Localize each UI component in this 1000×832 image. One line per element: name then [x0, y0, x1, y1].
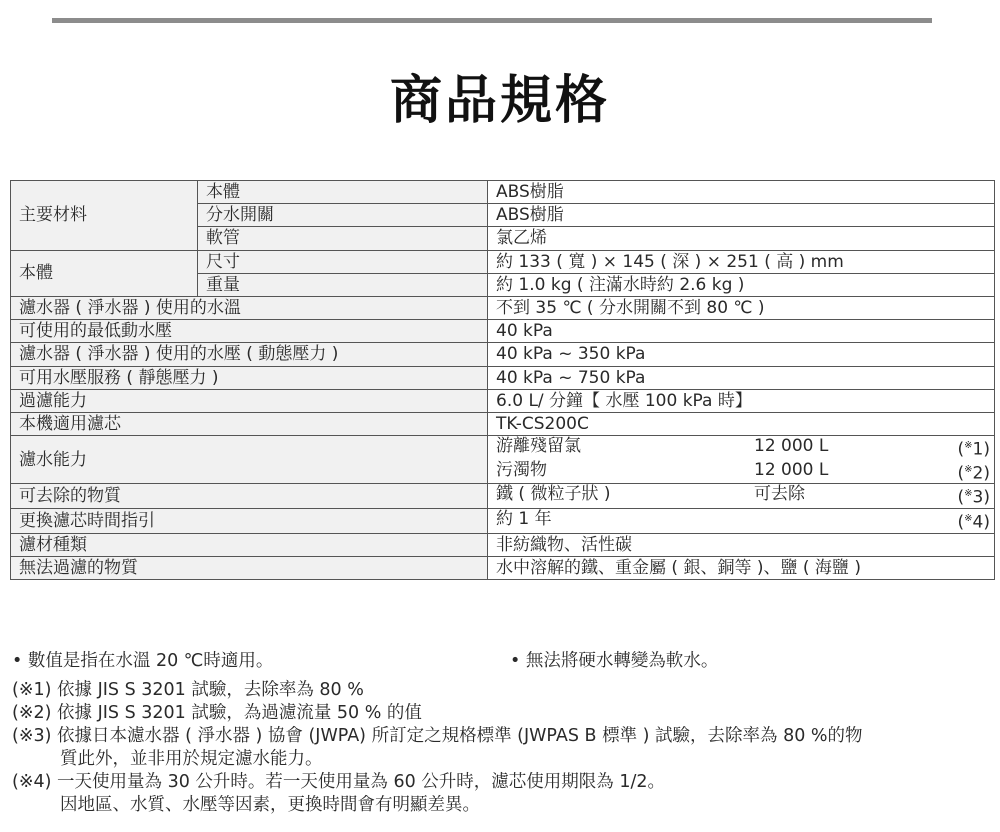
static-pressure-label: 可用水壓服務 ( 靜態壓力 ) [11, 366, 488, 389]
footnote-2: (※2) 依據 JIS S 3201 試驗，為過濾流量 50 % 的值 [12, 703, 422, 723]
turbidity-note: (※2) [957, 463, 990, 484]
table-row [11, 484, 995, 509]
table-row [11, 436, 995, 460]
table-row [11, 366, 995, 389]
body-part-label: 本體 [198, 181, 488, 204]
unfilterable-value: 水中溶解的鐵、重金屬 ( 銀、銅等 )、鹽 ( 海鹽 ) [488, 556, 995, 579]
body-group-label: 本體 [11, 250, 198, 296]
chlorine-value: 12 000 L [754, 436, 829, 457]
water-temp-value: 不到 35 ℃ ( 分水開關不到 80 ℃ ) [488, 296, 995, 319]
flow-rate-label: 過濾能力 [11, 389, 488, 412]
footnote-4-cont: 因地區、水質、水壓等因素，更換時間會有明顯差異。 [60, 795, 480, 815]
table-row [11, 509, 995, 534]
table-row [11, 533, 995, 556]
cartridge-label: 本機適用濾芯 [11, 412, 488, 435]
footnote-3-cont: 質此外，並非用於規定濾水能力。 [60, 749, 323, 769]
table-row [11, 556, 995, 579]
footnote-4: (※4) 一天使用量為 30 公升時。若一天使用量為 60 公升時，濾芯使用期限為 1/2。 [12, 772, 666, 792]
note-bullet: • 數值是指在水溫 20 ℃時適用。 [12, 651, 274, 671]
chlorine-label: 游離殘留氯 [496, 436, 581, 457]
turbidity-cell [488, 460, 995, 484]
switch-material-value: ABS樹脂 [488, 204, 995, 227]
replace-note: (※4) [957, 512, 990, 533]
material-group-label: 主要材料 [11, 181, 198, 251]
table-row [11, 412, 995, 435]
static-pressure-value: 40 kPa ~ 750 kPa [488, 366, 995, 389]
hose-part-label: 軟管 [198, 227, 488, 250]
removable-label: 可去除的物質 [11, 484, 488, 509]
table-row [11, 296, 995, 319]
flow-rate-value: 6.0 L/ 分鐘【 水壓 100 kPa 時】 [488, 389, 995, 412]
water-temp-label: 濾水器 ( 淨水器 ) 使用的水溫 [11, 296, 488, 319]
note-bullet: • 無法將硬水轉變為軟水。 [510, 651, 719, 671]
replace-label: 更換濾芯時間指引 [11, 509, 488, 534]
chlorine-note: (※1) [957, 439, 990, 460]
chlorine-cell [488, 436, 995, 460]
footnote-3: (※3) 依據日本濾水器 ( 淨水器 ) 協會 (JWPA) 所訂定之規格標準 (JWPAS B 標準 ) 試驗，去除率為 80 %的物 [12, 726, 863, 746]
min-pressure-value: 40 kPa [488, 320, 995, 343]
replace-value: 約 1 年 [496, 509, 552, 530]
table-row [11, 389, 995, 412]
removable-value: 可去除 [754, 484, 805, 505]
weight-label: 重量 [198, 273, 488, 296]
footnotes [12, 650, 996, 817]
hose-material-value: 氯乙烯 [488, 227, 995, 250]
switch-part-label: 分水開關 [198, 204, 488, 227]
removable-item: 鐵 ( 微粒子狀 ) [496, 484, 611, 505]
table-row [11, 320, 995, 343]
media-value: 非紡織物、活性碳 [488, 533, 995, 556]
turbidity-label: 污濁物 [496, 459, 547, 480]
table-row [11, 181, 995, 204]
size-value: 約 133 ( 寬 ) × 145 ( 深 ) × 251 ( 高 ) mm [488, 250, 995, 273]
weight-value: 約 1.0 kg ( 注滿水時約 2.6 kg ) [488, 273, 995, 296]
size-label: 尺寸 [198, 250, 488, 273]
spec-table [10, 180, 995, 580]
media-label: 濾材種類 [11, 533, 488, 556]
removable-note: (※3) [957, 488, 990, 509]
dynamic-pressure-value: 40 kPa ~ 350 kPa [488, 343, 995, 366]
footnote-1: (※1) 依據 JIS S 3201 試驗，去除率為 80 % [12, 680, 364, 700]
removable-cell [488, 484, 995, 509]
table-row [11, 343, 995, 366]
page-title: 商品規格 [389, 71, 610, 131]
table-row [11, 250, 995, 273]
top-divider [52, 18, 932, 23]
min-pressure-label: 可使用的最低動水壓 [11, 320, 488, 343]
unfilterable-label: 無法過濾的物質 [11, 556, 488, 579]
cartridge-value: TK-CS200C [488, 412, 995, 435]
body-material-value: ABS樹脂 [488, 181, 995, 204]
replace-cell [488, 509, 995, 534]
dynamic-pressure-label: 濾水器 ( 淨水器 ) 使用的水壓 ( 動態壓力 ) [11, 343, 488, 366]
turbidity-value: 12 000 L [754, 459, 829, 480]
filter-capacity-label: 濾水能力 [11, 436, 488, 484]
